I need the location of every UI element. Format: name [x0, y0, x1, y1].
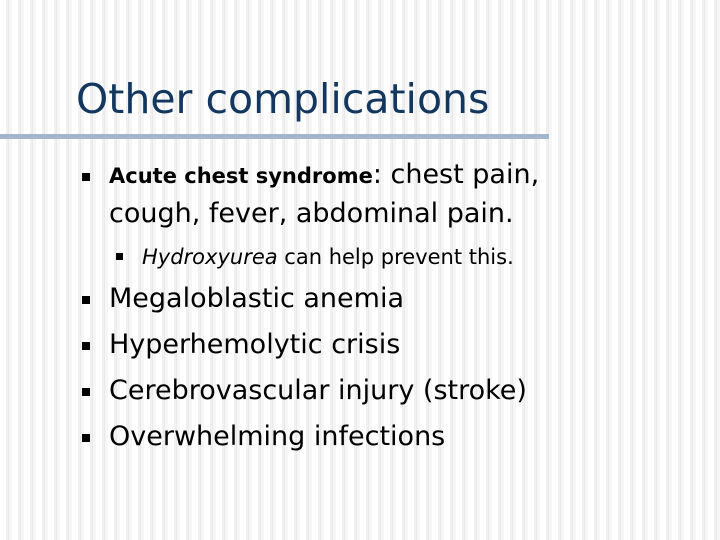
square-bullet-icon	[82, 296, 90, 304]
acute-chest-syndrome-term: Acute chest syndrome	[109, 164, 373, 188]
list-item-label: Cerebrovascular injury (stroke)	[109, 375, 527, 406]
square-bullet-icon	[82, 434, 90, 442]
slide-title: Other complications	[76, 75, 490, 123]
acute-chest-syndrome-line1: : chest pain,	[372, 159, 540, 190]
hydroxyurea-rest: can help prevent this.	[277, 245, 514, 269]
list-item-label: Overwhelming infections	[109, 421, 446, 452]
list-item-label: Megaloblastic anemia	[109, 283, 404, 314]
title-underline	[0, 134, 549, 139]
list-item-label: Hyperhemolytic crisis	[109, 329, 401, 360]
square-bullet-icon	[82, 342, 90, 350]
hydroxyurea-text	[142, 242, 514, 272]
acute-chest-syndrome-text	[109, 156, 679, 233]
acute-chest-syndrome-line2: cough, fever, abdominal pain.	[109, 198, 514, 229]
square-bullet-icon	[116, 253, 123, 260]
hydroxyurea-drug-name: Hydroxyurea	[142, 245, 278, 269]
square-bullet-icon	[82, 173, 90, 181]
square-bullet-icon	[82, 388, 90, 396]
